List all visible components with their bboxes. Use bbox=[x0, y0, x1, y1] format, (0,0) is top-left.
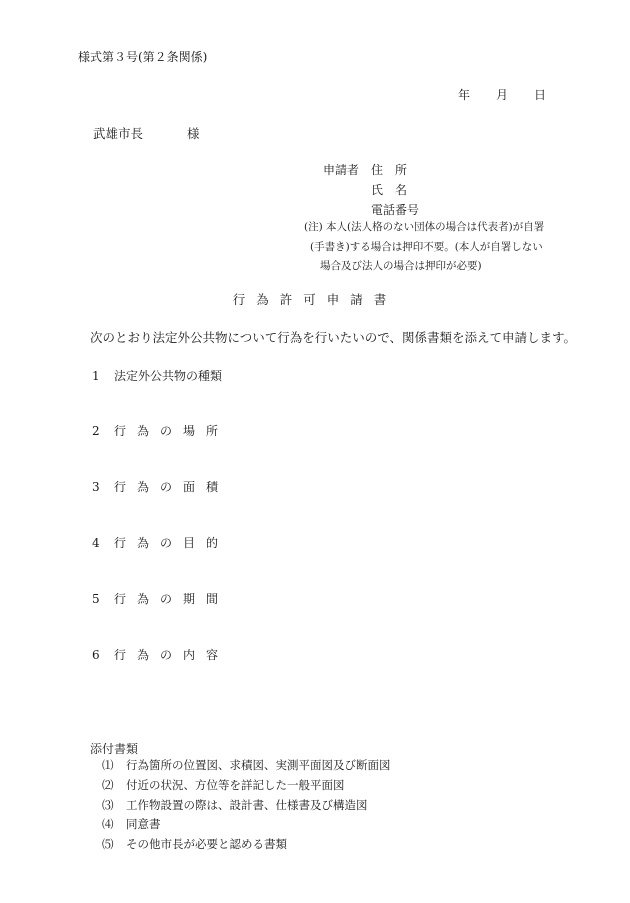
item-type bbox=[92, 367, 222, 384]
item-label: 行為の面積 bbox=[114, 480, 230, 494]
attachment-item bbox=[102, 835, 391, 855]
item-area bbox=[92, 478, 229, 495]
addressee-name: 武雄市長 bbox=[93, 126, 144, 141]
item-location bbox=[92, 422, 229, 439]
signature-note bbox=[304, 218, 544, 277]
attachment-item bbox=[102, 796, 391, 816]
item-number: 3 bbox=[92, 480, 111, 494]
applicant-phone-label: 電話番号 bbox=[371, 203, 420, 217]
item-purpose bbox=[92, 534, 229, 551]
item-label: 行為の内容 bbox=[114, 648, 230, 662]
attachment-text: その他市長が必要と認める書類 bbox=[126, 837, 287, 852]
note-line: (手書き)する場合は押印不要。(本人が自署しない bbox=[310, 240, 543, 253]
item-number: 1 bbox=[92, 369, 100, 383]
date-year-label: 年 bbox=[457, 88, 470, 102]
form-number: 様式第３号(第２条関係) bbox=[78, 50, 208, 64]
attachment-item bbox=[102, 776, 391, 796]
applicant-block bbox=[323, 160, 419, 220]
attachment-text: 同意書 bbox=[126, 817, 161, 832]
attachment-text: 工作物設置の際は、設計書、仕様書及び構造図 bbox=[126, 797, 368, 812]
attachment-number: ⑴ bbox=[102, 758, 114, 772]
attachment-item bbox=[102, 815, 391, 835]
attachment-text: 行為箇所の位置図、求積図、実測平面図及び断面図 bbox=[126, 758, 391, 772]
attachment-number: ⑵ bbox=[102, 777, 114, 792]
attachments-heading: 添付書類 bbox=[90, 742, 139, 756]
note-line: 場合及び法人の場合は押印が必要) bbox=[320, 260, 482, 272]
note-line: (注) 本人(法人格のない団体の場合は代表者)が自署 bbox=[304, 221, 545, 233]
attachments-list bbox=[102, 756, 391, 855]
date-line bbox=[458, 86, 546, 103]
date-day-label: 日 bbox=[533, 88, 546, 102]
item-period bbox=[92, 590, 229, 607]
attachment-number: ⑶ bbox=[102, 797, 114, 812]
applicant-address-label: 住 所 bbox=[371, 163, 408, 177]
attachment-text: 付近の状況、方位等を詳記した一般平面図 bbox=[126, 777, 345, 792]
attachment-item bbox=[102, 756, 391, 776]
item-number: 6 bbox=[92, 648, 111, 662]
intro-text: 次のとおり法定外公共物について行為を行いたいので、関係書類を添えて申請します。 bbox=[90, 330, 577, 345]
item-number: 4 bbox=[92, 536, 111, 550]
addressee bbox=[93, 124, 200, 142]
item-label: 行為の期間 bbox=[114, 592, 230, 606]
item-label: 行為の場所 bbox=[114, 424, 230, 438]
attachment-number: ⑸ bbox=[102, 837, 114, 852]
item-number: 5 bbox=[92, 592, 111, 606]
document-title: 行為許可申請書 bbox=[232, 292, 398, 307]
item-label: 行為の目的 bbox=[114, 536, 230, 550]
item-content bbox=[92, 646, 229, 663]
date-month-label: 月 bbox=[495, 88, 508, 102]
applicant-name-label: 氏 名 bbox=[371, 183, 408, 197]
item-number: 2 bbox=[92, 424, 111, 438]
item-label: 法定外公共物の種類 bbox=[114, 369, 223, 383]
attachment-number: ⑷ bbox=[102, 817, 114, 832]
addressee-honorific: 様 bbox=[187, 126, 200, 141]
applicant-heading: 申請者 bbox=[323, 163, 360, 177]
